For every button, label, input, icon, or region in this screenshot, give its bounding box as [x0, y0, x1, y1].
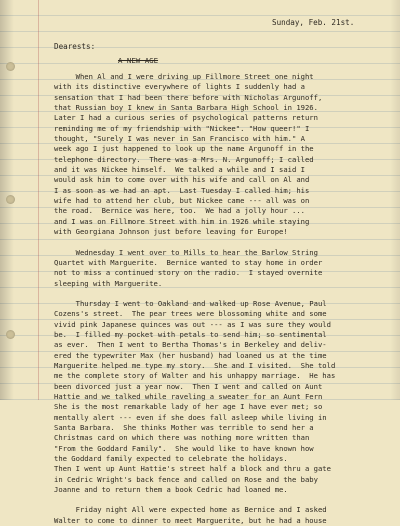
letter-paragraph [54, 299, 335, 496]
letter-paragraph [54, 248, 335, 289]
letter-line: Friday night All were expected home as Bernice and I asked [54, 505, 327, 515]
page-right-shadow [390, 0, 400, 400]
letter-line: Marguerite helped me type my story. She and I visited. She told [54, 360, 336, 370]
paragraph-gap [54, 289, 335, 299]
letter-line: telephone directory. There was a Mrs. N. Argunoff; I called [54, 154, 314, 164]
letter-line: Cozens's street. The pear trees were blossoming white and some [54, 309, 327, 319]
paragraph-gap [54, 495, 335, 505]
letter-line: Later I had a curious series of psychological patterns return [54, 113, 318, 123]
margin-line [38, 0, 39, 400]
letter-line: Quartet with Marguerite. Bernice wanted to stay home in order [54, 257, 323, 267]
letter-line: Joanne and to return them a book Cedric had loaned me. [54, 485, 288, 495]
letter-greeting: Dearests: [54, 42, 96, 51]
letter-line: and it was Nickee himself. We talked a while and I said I [54, 165, 305, 175]
letter-line: reminding me of my friendship with "Nickee". "How queer!" I [54, 123, 310, 133]
letter-line: with its distinctive everywhere of lights I suddenly had a [54, 82, 305, 92]
letter-line: not to miss a continued story on the radio. I stayed overnite [54, 268, 323, 278]
letter-line: mentally alert --- even if she does fall asleep while living in [54, 412, 327, 422]
punch-hole-middle [6, 195, 15, 204]
letter-line: Christmas card on which there was nothing more written than [54, 433, 310, 443]
letter-line: week ago I just happened to look up the name Argunoff in the [54, 144, 314, 154]
letter-line: that Russian boy I knew in Santa Barbara High School in 1926. [54, 103, 318, 113]
letter-body [54, 72, 335, 526]
punch-hole-top [6, 62, 15, 71]
letter-line: I as soon as we had an apt. Last Tuesday I called him; his [54, 185, 310, 195]
letter-line: sleeping with Marguerite. [54, 278, 163, 288]
letter-line: sensation that I had been there before with Nicholas Argunoff, [54, 92, 323, 102]
letter-line: Santa Barbara. She thinks Mother was terrible to send her a [54, 423, 314, 432]
letter-line: with Georgiana Johnson just before leaving for Europe! [54, 227, 288, 237]
letter-line: Hattie and we talked while raveling a sweater for an Aunt Fern [54, 391, 323, 401]
letter-line: wife had to attend her club, but Nickee came --- all was on [54, 196, 310, 206]
letter-line: Walter to come to dinner to meet Marguerite, but he had a house [54, 515, 327, 525]
letter-line: When Al and I were driving up Fillmore Street one night [54, 72, 314, 81]
letter-line: thought, "Surely I was never in San Francisco with him." A [54, 134, 305, 144]
letter-line: Wednesday I went over to Mills to hear the Barlow String [54, 247, 318, 257]
letter-line: Then I went up Aunt Hattie's street half a block and thru a gate [54, 464, 331, 474]
letter-date: Sunday, Feb. 21st. [272, 18, 355, 27]
letter-line: ered the typewriter Max (her husband) had loaned us at the time [54, 350, 327, 360]
letter-line: be. I filled my pocket with petals to send him; so sentimental [54, 329, 327, 339]
paragraph-gap [54, 238, 335, 248]
letter-paragraph [54, 72, 335, 238]
letter-line: vivid pink Japanese quinces was out --- as I was sure they would [54, 319, 331, 329]
letter-line: She is the most remarkable lady of her age I have ever met; so [54, 402, 323, 412]
letter-line: and I was on Fillmore Street with him in 1926 while staying [54, 216, 310, 226]
letter-line: the road. Bernice was here, too. We had a jolly hour ... [54, 206, 305, 216]
letter-line: as ever. Then I went to Bertha Thomas's in Berkeley and deliv- [54, 340, 327, 350]
letter-line: in Cedric Wright's back fence and called on Rose and the baby [54, 474, 318, 484]
letter-line: been divorced just a year now. Then I went and called on Aunt [54, 381, 323, 391]
letter-line: the Goddard family expected to celebrate the holidays. [54, 454, 288, 464]
letter-line: "From the Goddard Family". She would like to have known how [54, 443, 314, 453]
letter-line: Thursday I went to Oakland and walked up Rose Avenue, Paul [54, 298, 327, 308]
letter-line: would ask him to come over with his wife and call on Al and [54, 175, 310, 185]
letter-paragraph [54, 505, 335, 526]
letter-line: me the complete story of Walter and his unhappy marriage. He has [54, 371, 336, 381]
punch-hole-bottom [6, 330, 15, 339]
letter-heading: A NEW AGE [118, 56, 159, 65]
